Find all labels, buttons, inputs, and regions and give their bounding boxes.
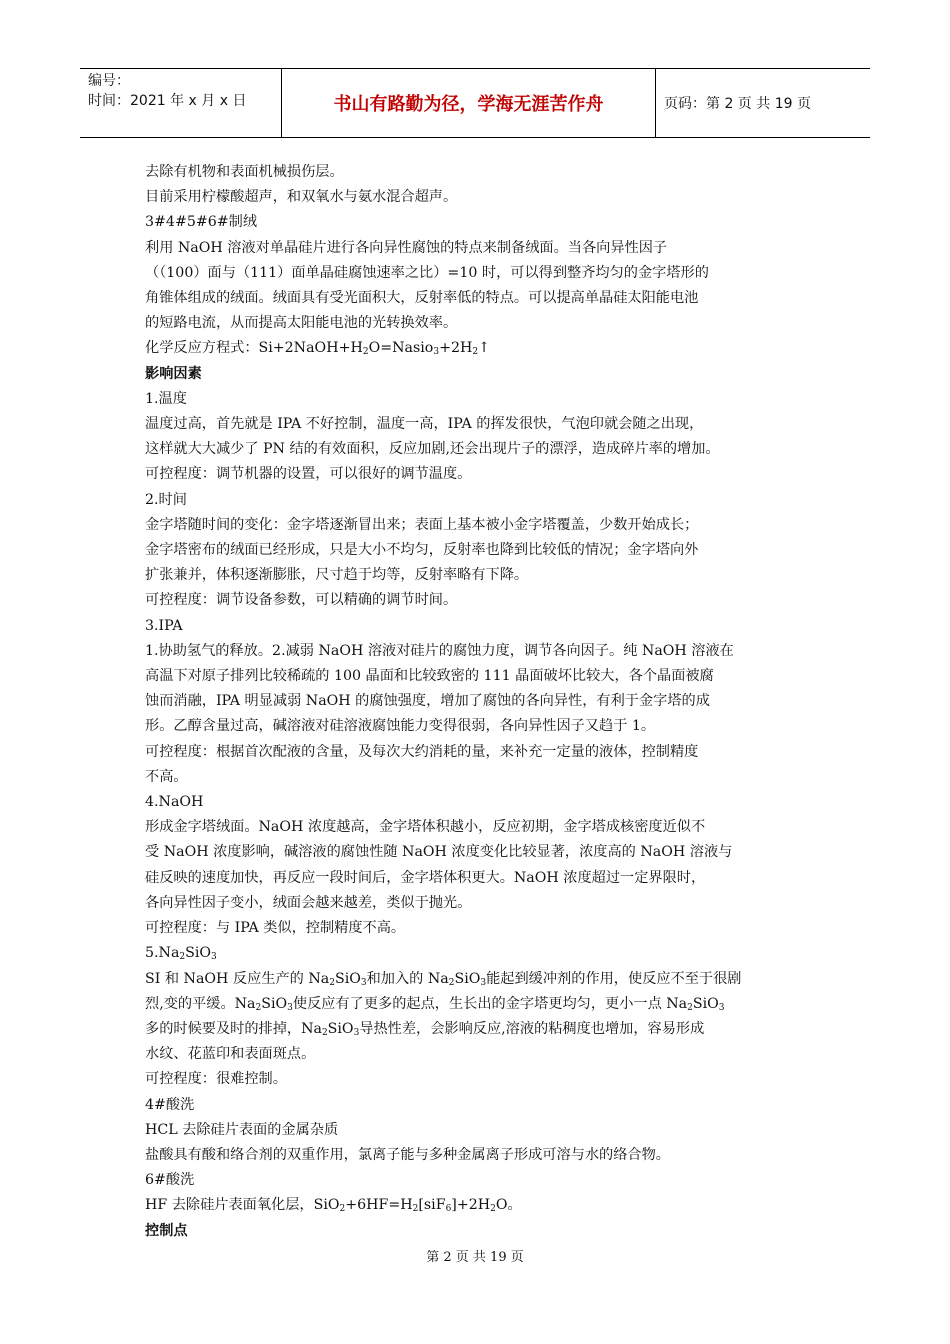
section-heading-acid-wash-4: 4#酸洗 bbox=[145, 1096, 195, 1113]
paragraph-line: 目前采用柠檬酸超声，和双氧水与氨水混合超声。 bbox=[145, 189, 458, 206]
paragraph-line: 形。乙醇含量过高，碱溶液对硅溶液腐蚀能力变得很弱，各向异性因子又趋于 1。 bbox=[145, 718, 656, 735]
paragraph-line: 可控程度：很难控制。 bbox=[145, 1071, 287, 1088]
section-heading-control-points: 控制点 bbox=[145, 1222, 188, 1239]
section-heading-acid-wash-6: 6#酸洗 bbox=[145, 1172, 195, 1189]
header-page-info: 页码：第 2 页 共 19 页 bbox=[664, 96, 811, 112]
document-number-label: 编号： bbox=[88, 73, 130, 89]
paragraph-line: 利用 NaOH 溶液对单晶硅片进行各向异性腐蚀的特点来制备绒面。当各向异性因子 bbox=[145, 239, 668, 256]
document-date: 时间：2021 年 x 月 x 日 bbox=[88, 93, 247, 109]
paragraph-line: 金字塔密布的绒面已经形成，只是大小不均匀，反射率也降到比较低的情况；金字塔向外 bbox=[145, 542, 699, 559]
header-motto: 书山有路勤为径，学海无涯苦作舟 bbox=[282, 69, 656, 137]
paragraph-line: 多的时候要及时的排掉，$Na_2SiO_3$导热性差，会影响反应,溶液的粘稠度也增加，容易形成 bbox=[145, 1020, 705, 1038]
paragraph-line: 可控程度：调节设备参数，可以精确的调节时间。 bbox=[145, 592, 458, 609]
section-heading: 3#4#5#6#制绒 bbox=[145, 214, 258, 231]
paragraph-line: 角锥体组成的绒面。绒面具有受光面积大，反射率低的特点。可以提高单晶硅太阳能电池 bbox=[145, 290, 699, 307]
header-meta bbox=[80, 69, 282, 137]
paragraph-line: 可控程度：与 IPA 类似，控制精度不高。 bbox=[145, 920, 406, 937]
paragraph-line: 可控程度：根据首次配液的含量，及每次大约消耗的量，来补充一定量的液体，控制精度 bbox=[145, 743, 699, 760]
paragraph-line: （（100）面与（111）面单晶硅腐蚀速率之比）=10 时，可以得到整齐均匀的金字塔形的 bbox=[145, 264, 709, 281]
chemical-equation: 化学反应方程式：$Si+2NaOH+H_2O=Nasio_3+2H_2↑$ bbox=[145, 340, 490, 358]
page-header bbox=[80, 68, 870, 138]
factor-title-ipa: 3.IPA bbox=[145, 617, 183, 634]
paragraph-line: 的短路电流，从而提高太阳能电池的光转换效率。 bbox=[145, 315, 458, 332]
paragraph-line: 可控程度：调节机器的设置，可以很好的调节温度。 bbox=[145, 466, 472, 483]
paragraph-line: HCL 去除硅片表面的金属杂质 bbox=[145, 1121, 339, 1138]
factor-title-temperature: 1.温度 bbox=[145, 390, 187, 407]
paragraph-line: 这样就大大减少了 PN 结的有效面积，反应加剧,还会出现片子的漂浮，造成碎片率的增加。 bbox=[145, 441, 720, 458]
section-heading-factors: 影响因素 bbox=[145, 365, 202, 382]
paragraph-line: 高温下对原子排列比较稀疏的 100 晶面和比较致密的 111 晶面破坏比较大，各个晶面被腐 bbox=[145, 668, 714, 685]
paragraph-line: 金字塔随时间的变化：金字塔逐渐冒出来；表面上基本被小金字塔覆盖，少数开始成长； bbox=[145, 516, 699, 533]
paragraph-line: 温度过高，首先就是 IPA 不好控制，温度一高，IPA 的挥发很快，气泡印就会随之出现， bbox=[145, 416, 704, 433]
paragraph-line: 水纹、花蓝印和表面斑点。 bbox=[145, 1046, 316, 1063]
paragraph-line: 扩张兼并，体积逐渐膨胀，尺寸趋于均等，反射率略有下降。 bbox=[145, 567, 529, 584]
paragraph-line: SI 和 NaOH 反应生产的 $Na_2SiO_3$和加入的 $Na_2SiO_3$能起到缓冲剂的作用，使反应不至于很剧 bbox=[145, 970, 742, 988]
paragraph-line: 形成金字塔绒面。NaOH 浓度越高，金字塔体积越小，反应初期，金字塔成核密度近似不 bbox=[145, 819, 706, 836]
paragraph-line: 去除有机物和表面机械损伤层。 bbox=[145, 164, 344, 180]
paragraph-line: 盐酸具有酸和络合剂的双重作用，氯离子能与多种金属离子形成可溶与水的络合物。 bbox=[145, 1146, 670, 1163]
paragraph-line: 烈,变的平缓。$Na_2SiO_3$使反应有了更多的起点，生长出的金字塔更均匀，更小一点 $Na_2SiO_3$ bbox=[145, 995, 725, 1013]
paragraph-line: 蚀而消融，IPA 明显减弱 NaOH 的腐蚀强度，增加了腐蚀的各向异性，有利于金字塔的成 bbox=[145, 693, 710, 710]
document-body bbox=[145, 160, 810, 1244]
paragraph-line: 不高。 bbox=[145, 768, 188, 785]
factor-title-time: 2.时间 bbox=[145, 491, 187, 508]
factor-title-naoh: 4.NaOH bbox=[145, 794, 204, 811]
paragraph-line: 受 NaOH 浓度影响，碱溶液的腐蚀性随 NaOH 浓度变化比较显著，浓度高的 NaOH 溶液与 bbox=[145, 844, 733, 861]
paragraph-line: 各向异性因子变小，绒面会越来越差，类似于抛光。 bbox=[145, 894, 472, 911]
factor-title-na2sio3: $5.Na_2SiO_3$ bbox=[145, 945, 217, 963]
chemical-equation: HF 去除硅片表面氧化层，$SiO_2+6HF=H_2[siF_6]+2H_2O$。 bbox=[145, 1197, 522, 1215]
page-footer: 第 2 页 共 19 页 bbox=[426, 1250, 524, 1265]
paragraph-line: 硅反映的速度加快，再反应一段时间后，金字塔体积更大。NaOH 浓度超过一定界限时， bbox=[145, 869, 706, 886]
paragraph-line: 1.协助氢气的释放。2.减弱 NaOH 溶液对硅片的腐蚀力度，调节各向因子。纯 NaOH 溶液在 bbox=[145, 642, 734, 659]
